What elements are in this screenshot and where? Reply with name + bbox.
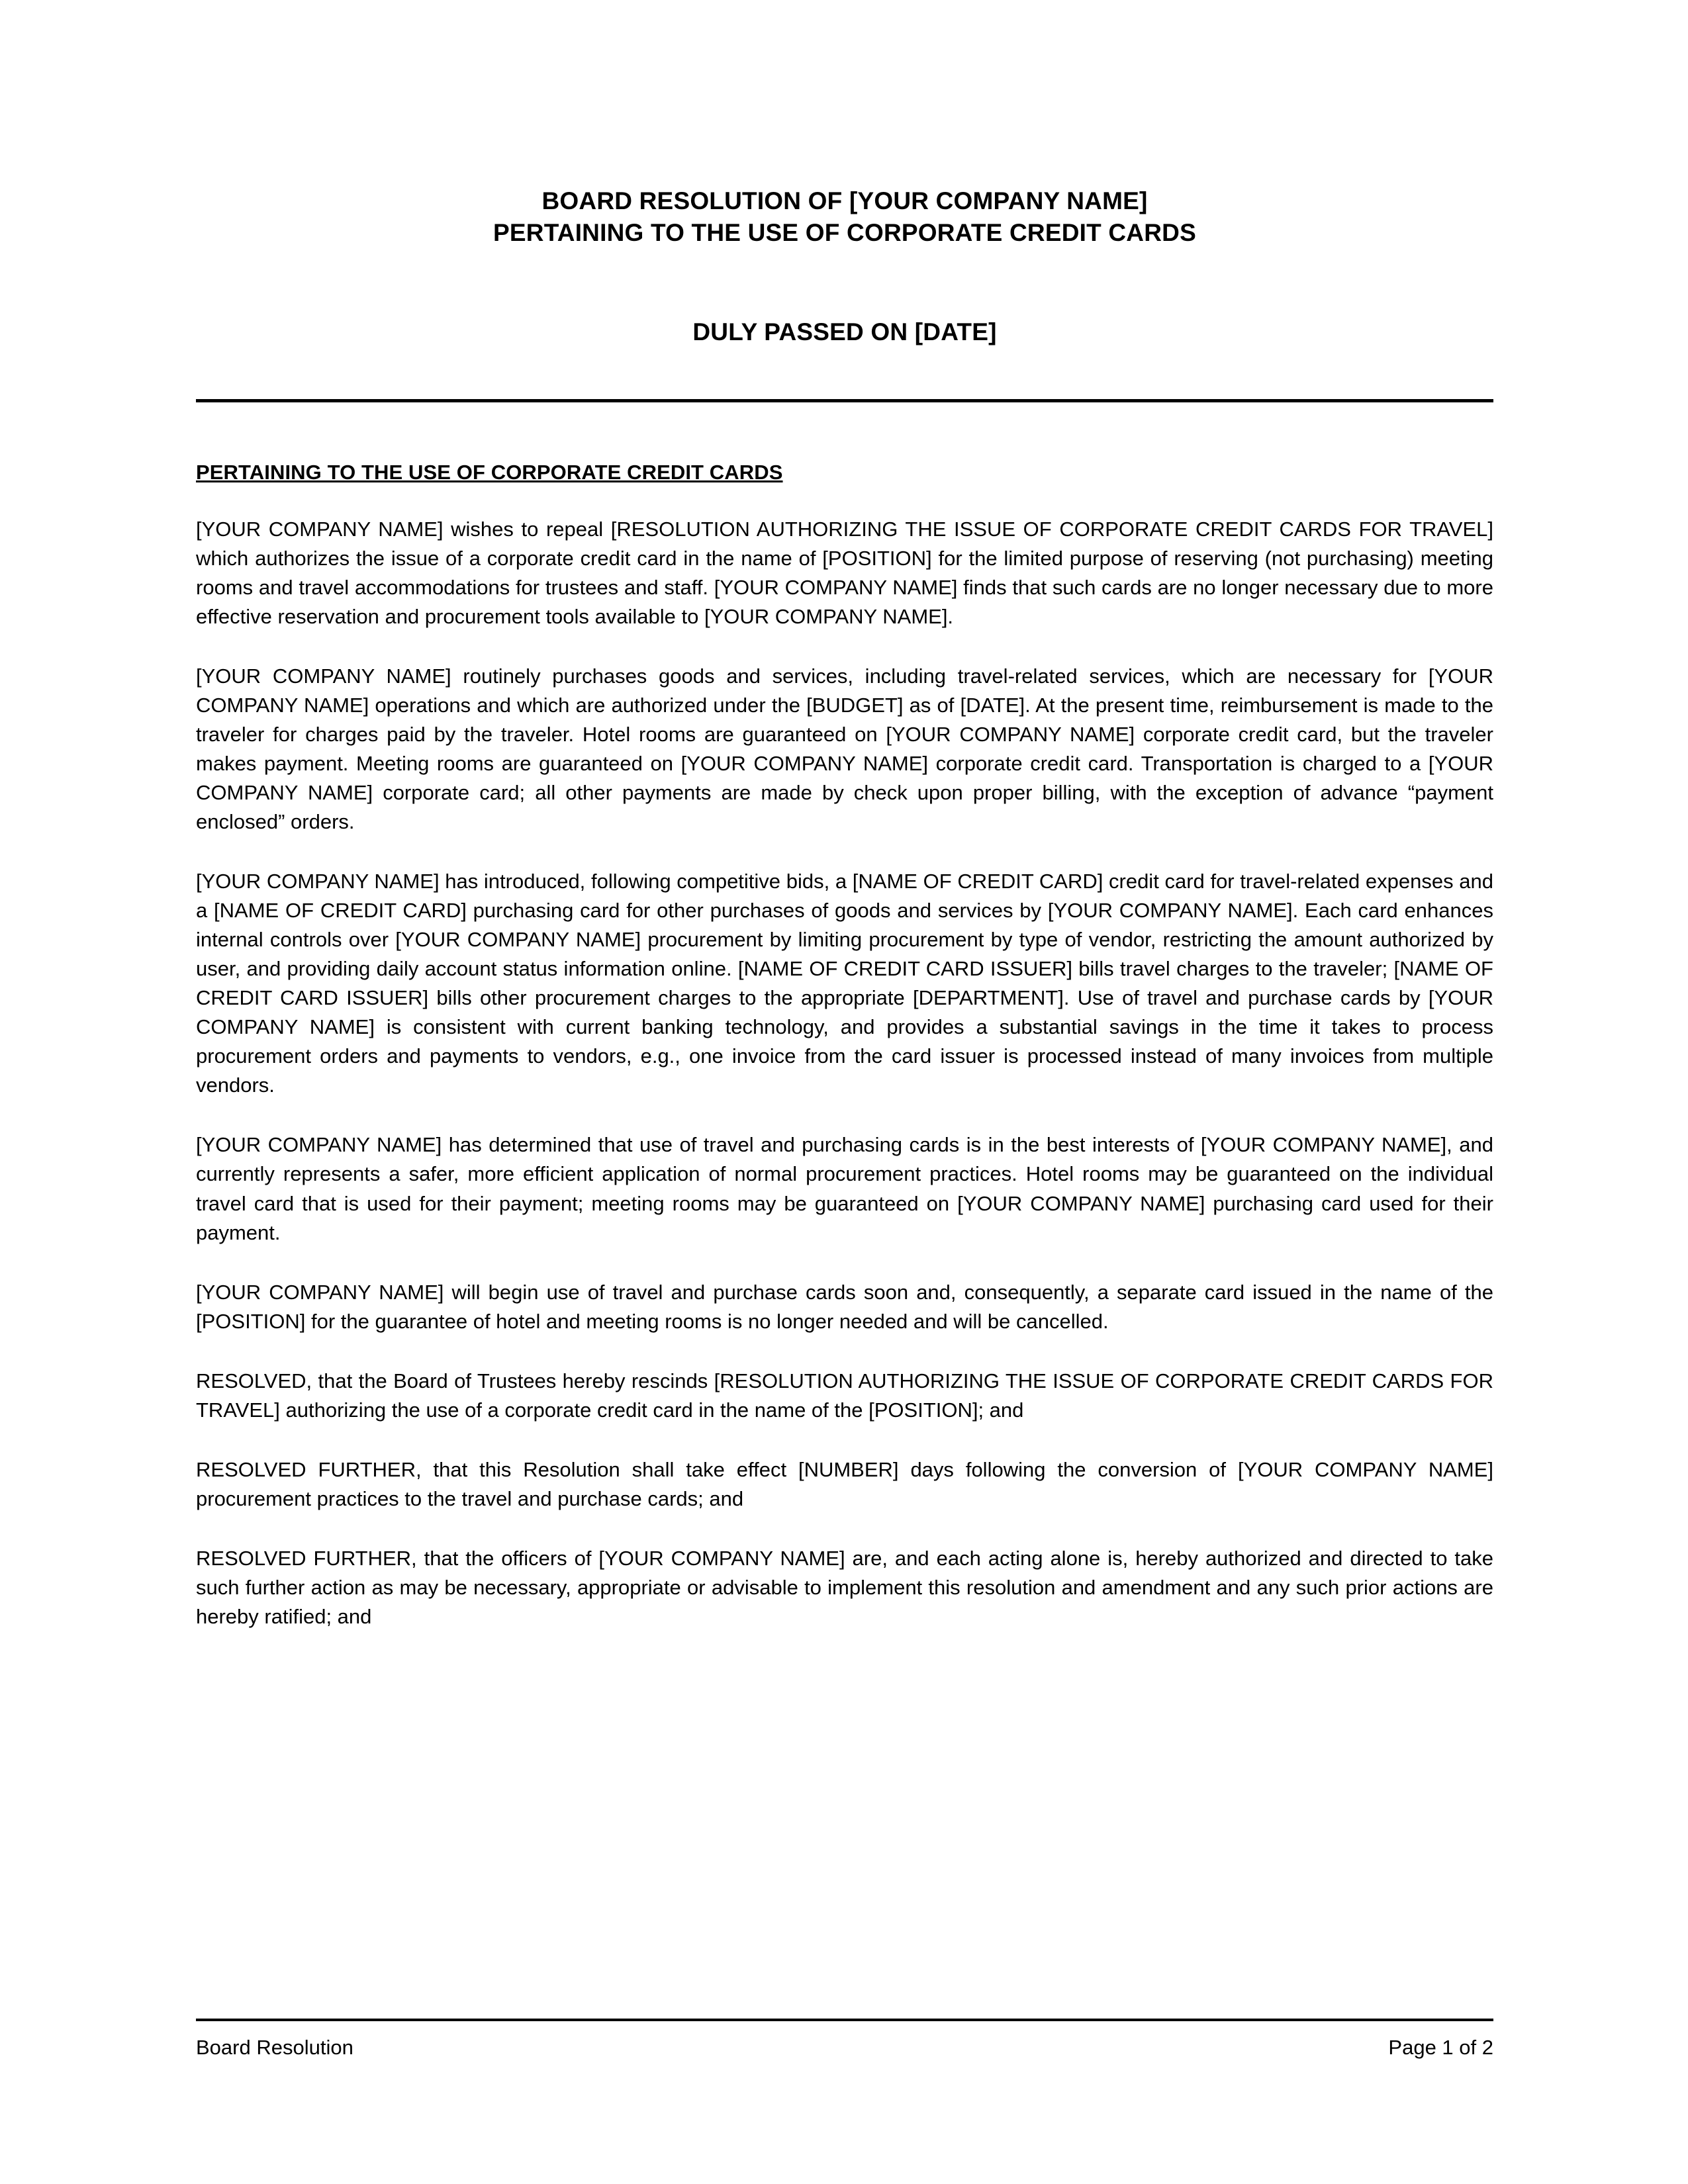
- duly-passed-line: DULY PASSED ON [DATE]: [692, 318, 997, 346]
- paragraph-4: [YOUR COMPANY NAME] has determined that use of travel and purchasing cards is in the best interests of [YOUR COMPANY NAME], and currently represents a safer, more efficient application of normal procurement practices. Hotel rooms may be guaranteed on the individual travel card that is used for their payment; meeting rooms may be guaranteed on [YOUR COMPANY NAME] purchasing card used for their payment.: [196, 1133, 1493, 1244]
- header-divider: [196, 399, 1493, 402]
- paragraph-7: RESOLVED FURTHER, that this Resolution shall take effect [NUMBER] days following the conversion of [YOUR COMPANY NAME] procurement practices to the travel and purchase cards; and: [196, 1457, 1493, 1510]
- footer-document-label: Board Resolution: [196, 2036, 353, 2059]
- page-footer: [196, 2019, 1493, 2060]
- title-line-2: PERTAINING TO THE USE OF CORPORATE CREDIT CARDS: [493, 219, 1196, 247]
- paragraph-2: [YOUR COMPANY NAME] routinely purchases goods and services, including travel-related services, which are necessary for [YOUR COMPANY NAME] operations and which are authorized under the [BUDGET] as of [DATE]. At the present time, reimbursement is made to the traveler for charges paid by the traveler. Hotel rooms are guaranteed on [YOUR COMPANY NAME] corporate credit card, but the traveler makes payment. Meeting rooms are guaranteed on [YOUR COMPANY NAME] corporate credit card. Transportation is charged to a [YOUR COMPANY NAME] corporate card; all other payments are made by check upon proper billing, with the exception of advance “payment enclosed” orders.: [196, 664, 1493, 834]
- footer-row: [196, 2036, 1493, 2060]
- document-body: [196, 0, 1493, 1631]
- paragraph-5: [YOUR COMPANY NAME] will begin use of travel and purchase cards soon and, consequently, a separate card issued in the name of the [POSITION] for the guarantee of hotel and meeting rooms is no longer needed and will be cancelled.: [196, 1280, 1493, 1333]
- document-title: [196, 185, 1493, 249]
- title-line-1: BOARD RESOLUTION OF [YOUR COMPANY NAME]: [541, 187, 1148, 214]
- paragraph-1: [YOUR COMPANY NAME] wishes to repeal [RESOLUTION AUTHORIZING THE ISSUE OF CORPORATE CREDIT CARDS FOR TRAVEL] which authorizes the issue of a corporate credit card in the name of [POSITION] for the limited purpose of reserving (not purchasing) meeting rooms and travel accommodations for trustees and staff. [YOUR COMPANY NAME] finds that such cards are no longer necessary due to more effective reservation and procurement tools available to [YOUR COMPANY NAME].: [196, 518, 1493, 629]
- paragraph-8: RESOLVED FURTHER, that the officers of [YOUR COMPANY NAME] are, and each acting alone is, hereby authorized and directed to take such further action as may be necessary, appropriate or advisable to implement this resolution and amendment and any such prior actions are hereby ratified; and: [196, 1546, 1493, 1628]
- footer-divider: [196, 2019, 1493, 2021]
- paragraph-6: RESOLVED, that the Board of Trustees hereby rescinds [RESOLUTION AUTHORIZING THE ISSUE OF CORPORATE CREDIT CARDS FOR TRAVEL] authorizing the use of a corporate credit card in the name of the [POSITION]; and: [196, 1369, 1493, 1422]
- footer-page-number: Page 1 of 2: [1388, 2036, 1493, 2059]
- paragraph-3: [YOUR COMPANY NAME] has introduced, following competitive bids, a [NAME OF CREDIT CARD] credit card for travel-related expenses and a [NAME OF CREDIT CARD] purchasing card for other purchases of goods and services by [YOUR COMPANY NAME]. Each card enhances internal controls over [YOUR COMPANY NAME] procurement by limiting procurement by type of vendor, restricting the amount authorized by user, and providing daily account status information online. [NAME OF CREDIT CARD ISSUER] bills travel charges to the traveler; [NAME OF CREDIT CARD ISSUER] bills other procurement charges to the appropriate [DEPARTMENT]. Use of travel and purchase cards by [YOUR COMPANY NAME] is consistent with current banking technology, and provides a substantial savings in the time it takes to process procurement orders and payments to vendors, e.g., one invoice from the card issuer is processed instead of many invoices from multiple vendors.: [196, 870, 1493, 1097]
- section-heading: PERTAINING TO THE USE OF CORPORATE CREDIT CARDS: [196, 461, 783, 484]
